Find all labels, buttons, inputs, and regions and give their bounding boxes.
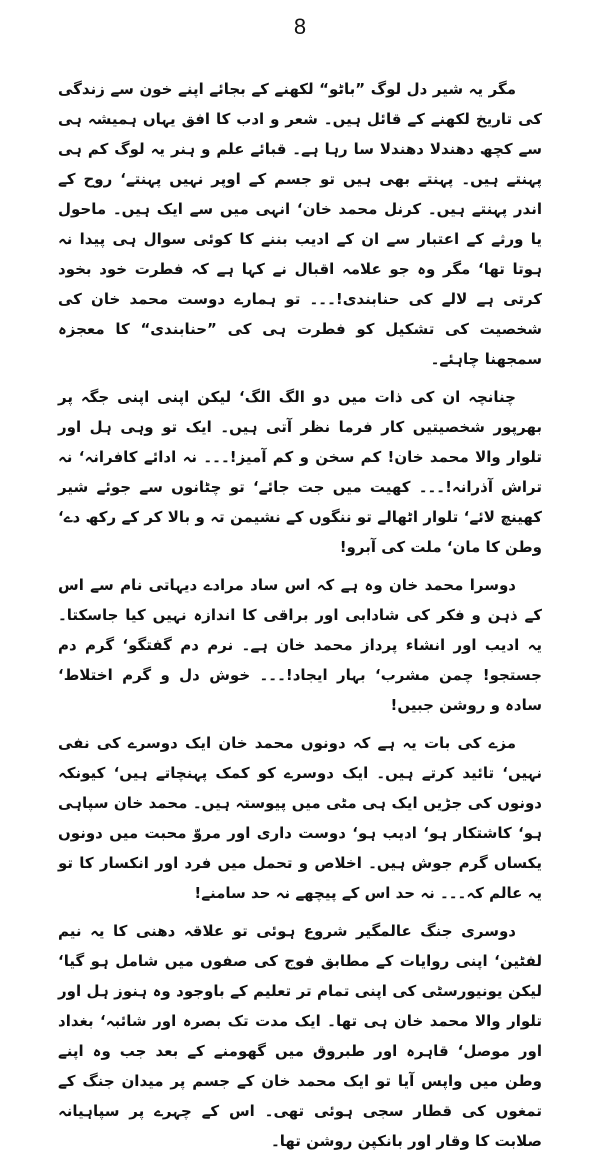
paragraph: دوسری جنگ عالمگیر شروع ہوئی تو علاقہ دھنی کا یہ نیم لفٹین‘ اپنی روایات کے مطابق فوج کی صفوں میں شامل ہو گیا‘ لیکن یونیورسٹی کی اپنی تمام تر تعلیم کے باوجود وہ ہنوز ہل اور تلوار والا محمد خان ہی تھا۔ ایک مدت تک بصرہ اور شائبہ‘ بغداد اور موصل‘ قاہرہ اور طبروق میں گھومنے کے بعد جب وہ اپنے وطن میں واپس آیا تو ایک محمد خان کے جسم پر میدان جنگ کے تمغوں کی قطار سجی ہوئی تھی۔ اس کے چہرے پر سپاہیانہ صلابت کا وقار اور بانکپن روشن تھا۔ <box>58 922 542 1150</box>
page-number: 8 <box>293 14 307 39</box>
body-text <box>58 74 542 1150</box>
paragraph: مزے کی بات یہ ہے کہ دونوں محمد خان ایک دوسرے کی نفی نہیں‘ تائید کرتے ہیں۔ ایک دوسرے کو کمک پہنچاتے ہیں‘ کیونکہ دونوں کی جڑیں ایک ہی مٹی میں پیوستہ ہیں۔ محمد خان سپاہی ہو‘ کاشتکار ہو‘ ادیب ہو‘ دوست داری اور مروّ محبت میں دونوں یکساں گرم جوش ہیں۔ اخلاص و تحمل میں فرد اور انکسار کا تو یہ عالم کہ۔۔۔ نہ حد اس کے پیچھے نہ حد سامنے! <box>58 734 542 902</box>
paragraph: چنانچہ ان کی ذات میں دو الگ الگ‘ لیکن اپنی اپنی جگہ پر بھرپور شخصیتیں کار فرما نظر آتی ہیں۔ ایک تو وہی ہل اور تلوار والا محمد خان! کم سخن و کم آمیز!۔۔۔ نہ ادائے کافرانہ‘ نہ تراش آذرانہ!۔۔۔ کھیت میں جت جائے‘ تو چٹانوں سے جوئے شیر کھینچ لائے‘ تلوار اٹھالے تو ننگوں کے نشیمن تہ و بالا کر کے رکھ دے‘ وطن کا مان‘ ملت کی آبرو! <box>58 388 542 556</box>
paragraph: دوسرا محمد خان وہ ہے کہ اس ساد مرادے دیہاتی نام سے اس کے ذہن و فکر کی شادابی اور براقی کا اندازہ نہیں کیا جاسکتا۔ یہ ادیب اور انشاء پرداز محمد خان ہے۔ نرم دم گفتگو‘ گرم دم جستجو! چمن مشرب‘ بہار ایجاد!۔۔۔ خوش دل و گرم اختلاط‘ سادہ و روشن جبیں! <box>58 576 542 714</box>
paragraph: مگر یہ شیر دل لوگ ”باٹو“ لکھنے کے بجائے اپنے خون سے زندگی کی تاریخ لکھنے کے قائل ہیں۔ شعر و ادب کا افق یہاں ہمیشہ ہی سے کچھ دھندلا دھندلا سا رہا ہے۔ قبائے علم و ہنر یہ لوگ کم ہی پہنتے ہیں۔ پہنتے بھی ہیں تو جسم کے اوپر نہیں پہنتے‘ روح کے اندر پہنتے ہیں۔ کرنل محمد خان‘ انہی میں سے ایک ہیں۔ ماحول یا ورثے کے اعتبار سے ان کے ادیب بننے کا کوئی سوال ہی پیدا نہ ہوتا تھا‘ مگر وہ جو علامہ اقبال نے کہا ہے کہ فطرت خود بخود کرتی ہے لالے کی حنابندی!۔۔۔ تو ہمارے دوست محمد خان کی شخصیت کی تشکیل کو فطرت ہی کی ”حنابندی“ کا معجزہ سمجھنا چاہئے۔ <box>58 80 542 368</box>
